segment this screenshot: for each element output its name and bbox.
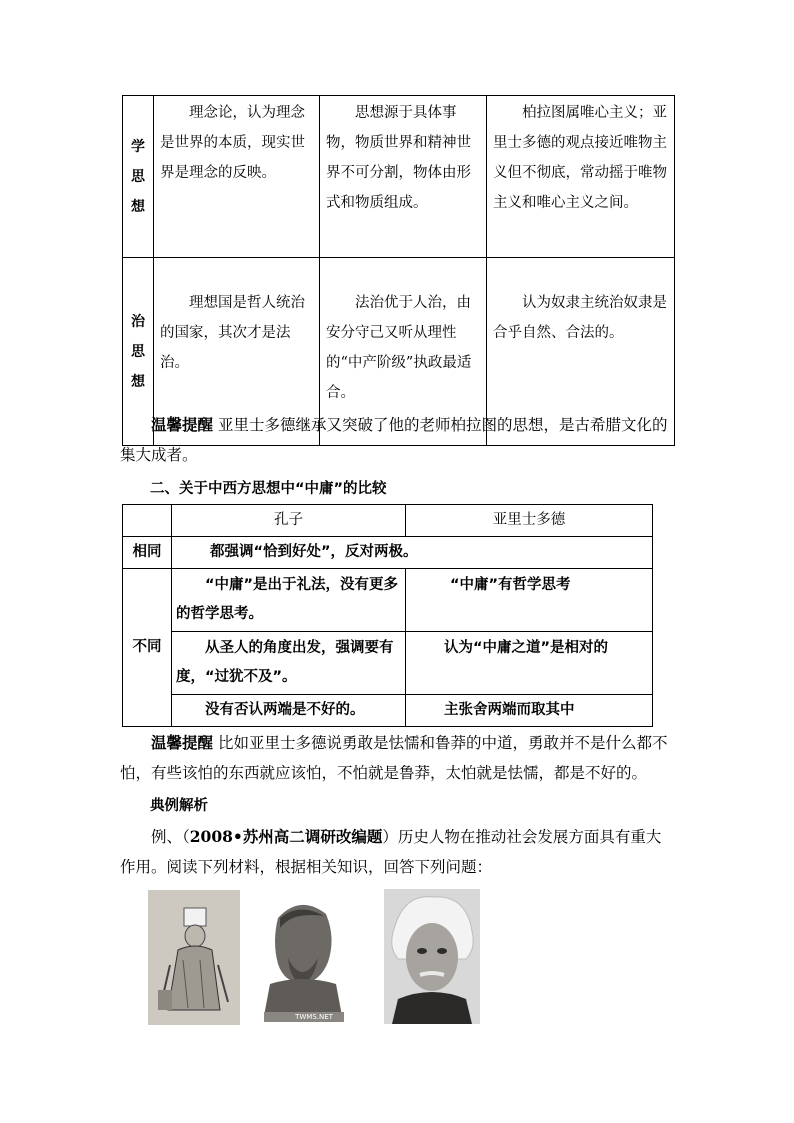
tip-paragraph bbox=[120, 410, 676, 470]
table-cell: “中庸”有哲学思考 bbox=[406, 569, 653, 632]
row-label-char: 学 bbox=[131, 138, 145, 155]
row-label-char: 思 bbox=[131, 343, 145, 360]
table-cell: 柏拉图属唯心主义；亚里士多德的观点接近唯物主义但不彻底，常动摇于唯物主义和唯心主义之间。 bbox=[487, 96, 675, 258]
zhongyong-comparison-table bbox=[122, 504, 653, 727]
table-row bbox=[123, 96, 675, 258]
tip-label: 温馨提醒 bbox=[151, 733, 214, 752]
row-label-char: 想 bbox=[131, 198, 145, 215]
table-cell: 思想源于具体事物，物质世界和精神世界不可分割，物体由形式和物质组成。 bbox=[320, 96, 487, 258]
row-label: 相同 bbox=[123, 537, 172, 569]
table-header: 亚里士多德 bbox=[406, 505, 653, 537]
example-source: 2008•苏州高二调研改编题 bbox=[189, 827, 383, 846]
table-row bbox=[123, 632, 653, 695]
table-cell: 法治优于人治，由安分守己又听从理性的“中产阶级”执政最适合。 bbox=[320, 258, 487, 446]
table-cell: 理想国是哲人统治的国家，其次才是法治。 bbox=[154, 258, 320, 446]
table-cell: 认为奴隶主统治奴隶是合乎自然、合法的。 bbox=[487, 258, 675, 446]
table-cell: 理念论，认为理念是世界的本质，现实世界是理念的反映。 bbox=[154, 96, 320, 258]
section-title: 二、关于中西方思想中“中庸”的比较 bbox=[150, 481, 387, 497]
image-watermark: TWMS.NET bbox=[295, 1013, 333, 1021]
tip-label: 温馨提醒 bbox=[151, 415, 214, 434]
example-prefix: 例、（ bbox=[151, 828, 190, 846]
table-cell: 主张舍两端而取其中 bbox=[406, 695, 653, 727]
table-cell: 都强调“恰到好处”，反对两极。 bbox=[172, 537, 653, 569]
table-header: 孔子 bbox=[172, 505, 406, 537]
row-label-char: 想 bbox=[131, 373, 145, 390]
example-text: ）历史人物在推动社会发展方面具有重大作用。阅读下列材料，根据相关知识，回答下列问题： bbox=[120, 828, 662, 876]
table-row bbox=[123, 695, 653, 727]
table-row bbox=[123, 569, 653, 632]
philosophy-comparison-table bbox=[122, 95, 675, 446]
row-label-char: 思 bbox=[131, 168, 145, 185]
table-cell: “中庸”是出于礼法，没有更多的哲学思考。 bbox=[172, 569, 406, 632]
example-paragraph bbox=[120, 822, 676, 882]
row-label bbox=[123, 96, 154, 258]
table-header bbox=[123, 505, 172, 537]
tip-text: 亚里士多德继承又突破了他的老师柏拉图的思想，是古希腊文化的集大成者。 bbox=[120, 416, 668, 464]
table-cell: 没有否认两端是不好的。 bbox=[172, 695, 406, 727]
emperor-portrait-image bbox=[148, 890, 240, 1025]
tip-paragraph bbox=[120, 728, 676, 788]
tip-text: 比如亚里士多德说勇敢是怯懦和鲁莽的中道，勇敢并不是什么都不怕，有些该怕的东西就应该怕，不怕就是鲁莽，太怕就是怯懦，都是不好的。 bbox=[120, 734, 668, 782]
section-title: 典例解析 bbox=[150, 798, 208, 814]
aristotle-bust-image bbox=[250, 888, 353, 1024]
table-header-row bbox=[123, 505, 653, 537]
einstein-portrait-image bbox=[384, 889, 480, 1024]
row-label: 不同 bbox=[123, 569, 172, 727]
row-label-char: 治 bbox=[131, 313, 145, 330]
table-cell: 从圣人的角度出发，强调要有度，“过犹不及”。 bbox=[172, 632, 406, 695]
table-cell: 认为“中庸之道”是相对的 bbox=[406, 632, 653, 695]
table-row bbox=[123, 537, 653, 569]
